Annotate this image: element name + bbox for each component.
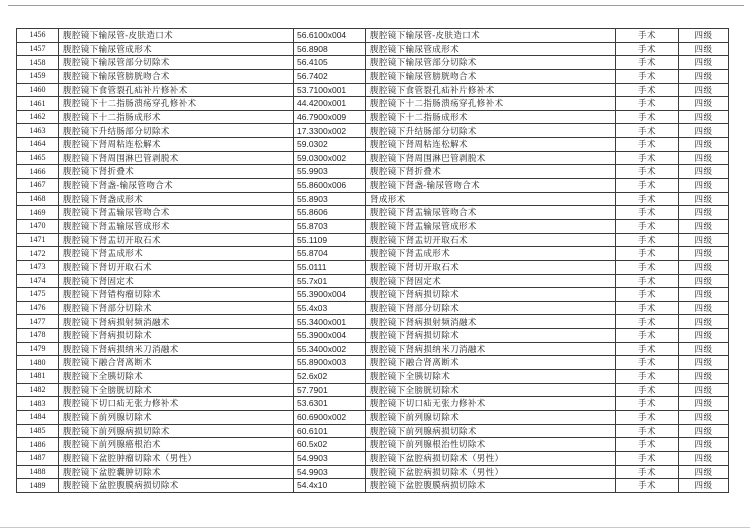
icd-code: 56.7402 bbox=[294, 69, 366, 83]
procedure-name: 腹腔镜下融合肾离断术 bbox=[59, 356, 294, 370]
level: 四级 bbox=[679, 274, 729, 288]
icd-code: 53.7100x001 bbox=[294, 83, 366, 97]
icd-code: 46.7900x009 bbox=[294, 110, 366, 124]
table-row bbox=[17, 329, 729, 343]
row-number: 1464 bbox=[17, 138, 59, 152]
procedure-name: 腹腔镜下全胰切除术 bbox=[59, 370, 294, 384]
icd-code: 55.8900x003 bbox=[294, 356, 366, 370]
procedure-name-2: 腹腔镜下肾盂成形术 bbox=[366, 247, 616, 261]
procedure-name-2: 腹腔镜下切口疝无张力修补术 bbox=[366, 397, 616, 411]
level: 四级 bbox=[679, 179, 729, 193]
category: 手术 bbox=[616, 206, 679, 220]
procedure-name: 腹腔镜下前列腺切除术 bbox=[59, 410, 294, 424]
procedure-name: 腹腔镜下肾盂成形术 bbox=[59, 247, 294, 261]
level: 四级 bbox=[679, 206, 729, 220]
procedure-name-2: 腹腔镜下输尿管-皮肤造口术 bbox=[366, 29, 616, 43]
procedure-name: 腹腔镜下肾盏-输尿管吻合术 bbox=[59, 179, 294, 193]
level: 四级 bbox=[679, 342, 729, 356]
icd-code: 55.8704 bbox=[294, 247, 366, 261]
category: 手术 bbox=[616, 465, 679, 479]
level: 四级 bbox=[679, 288, 729, 302]
icd-code: 56.4105 bbox=[294, 56, 366, 70]
procedure-name-2: 腹腔镜下融合肾离断术 bbox=[366, 356, 616, 370]
procedure-name-2: 腹腔镜下肾病损纳米刀消融术 bbox=[366, 342, 616, 356]
procedure-name: 腹腔镜下盆腔肿瘤切除术（男性） bbox=[59, 451, 294, 465]
row-number: 1489 bbox=[17, 479, 59, 493]
level: 四级 bbox=[679, 219, 729, 233]
procedure-name-2: 腹腔镜下肾周粘连松解术 bbox=[366, 138, 616, 152]
table-row bbox=[17, 138, 729, 152]
level: 四级 bbox=[679, 69, 729, 83]
level: 四级 bbox=[679, 29, 729, 43]
row-number: 1484 bbox=[17, 410, 59, 424]
category: 手术 bbox=[616, 438, 679, 452]
table-row bbox=[17, 274, 729, 288]
table-row bbox=[17, 397, 729, 411]
row-number: 1460 bbox=[17, 83, 59, 97]
procedure-name-2: 腹腔镜下全胰切除术 bbox=[366, 370, 616, 384]
procedure-name-2: 腹腔镜下盆腔腹膜病损切除术 bbox=[366, 479, 616, 493]
procedure-name: 腹腔镜下肾盏成形术 bbox=[59, 192, 294, 206]
category: 手术 bbox=[616, 138, 679, 152]
icd-code: 54.9903 bbox=[294, 451, 366, 465]
procedure-name-2: 腹腔镜下输尿管部分切除术 bbox=[366, 56, 616, 70]
table-row bbox=[17, 151, 729, 165]
row-number: 1472 bbox=[17, 247, 59, 261]
category: 手术 bbox=[616, 356, 679, 370]
procedure-name: 腹腔镜下肾周围淋巴管剥脱术 bbox=[59, 151, 294, 165]
level: 四级 bbox=[679, 329, 729, 343]
row-number: 1456 bbox=[17, 29, 59, 43]
icd-code: 57.7901 bbox=[294, 383, 366, 397]
table-row bbox=[17, 479, 729, 493]
procedure-name: 腹腔镜下肾部分切除术 bbox=[59, 301, 294, 315]
table-row bbox=[17, 383, 729, 397]
row-number: 1486 bbox=[17, 438, 59, 452]
procedure-name-2: 腹腔镜下肾部分切除术 bbox=[366, 301, 616, 315]
category: 手术 bbox=[616, 410, 679, 424]
level: 四级 bbox=[679, 124, 729, 138]
procedure-name: 腹腔镜下前列腺病损切除术 bbox=[59, 424, 294, 438]
table-row bbox=[17, 83, 729, 97]
procedure-name: 腹腔镜下十二指肠溃疡穿孔修补术 bbox=[59, 97, 294, 111]
procedure-name: 腹腔镜下肾盂输尿管吻合术 bbox=[59, 206, 294, 220]
procedure-name: 腹腔镜下盆腔腹膜病损切除术 bbox=[59, 479, 294, 493]
table-row bbox=[17, 97, 729, 111]
row-number: 1468 bbox=[17, 192, 59, 206]
row-number: 1467 bbox=[17, 179, 59, 193]
level: 四级 bbox=[679, 301, 729, 315]
category: 手术 bbox=[616, 424, 679, 438]
row-number: 1485 bbox=[17, 424, 59, 438]
procedure-name-2: 腹腔镜下前列腺根治性切除术 bbox=[366, 438, 616, 452]
level: 四级 bbox=[679, 56, 729, 70]
procedure-name: 腹腔镜下输尿管部分切除术 bbox=[59, 56, 294, 70]
table-row bbox=[17, 192, 729, 206]
category: 手术 bbox=[616, 179, 679, 193]
page-bottom-scan-line bbox=[0, 527, 750, 528]
row-number: 1470 bbox=[17, 219, 59, 233]
level: 四级 bbox=[679, 410, 729, 424]
procedure-name-2: 腹腔镜下肾盂输尿管吻合术 bbox=[366, 206, 616, 220]
level: 四级 bbox=[679, 479, 729, 493]
row-number: 1479 bbox=[17, 342, 59, 356]
category: 手术 bbox=[616, 260, 679, 274]
icd-code: 59.0300x002 bbox=[294, 151, 366, 165]
level: 四级 bbox=[679, 397, 729, 411]
table-row bbox=[17, 56, 729, 70]
icd-code: 44.4200x001 bbox=[294, 97, 366, 111]
icd-code: 55.8903 bbox=[294, 192, 366, 206]
row-number: 1477 bbox=[17, 315, 59, 329]
procedure-name-2: 腹腔镜下升结肠部分切除术 bbox=[366, 124, 616, 138]
table-row bbox=[17, 124, 729, 138]
row-number: 1461 bbox=[17, 97, 59, 111]
icd-code: 55.4x03 bbox=[294, 301, 366, 315]
icd-code: 55.1109 bbox=[294, 233, 366, 247]
procedure-name: 腹腔镜下切口疝无张力修补术 bbox=[59, 397, 294, 411]
row-number: 1459 bbox=[17, 69, 59, 83]
procedure-name-2: 腹腔镜下输尿管成形术 bbox=[366, 42, 616, 56]
procedure-name-2: 腹腔镜下肾固定术 bbox=[366, 274, 616, 288]
icd-code: 55.3400x001 bbox=[294, 315, 366, 329]
category: 手术 bbox=[616, 397, 679, 411]
category: 手术 bbox=[616, 192, 679, 206]
table-row bbox=[17, 69, 729, 83]
procedure-name-2: 腹腔镜下肾折叠术 bbox=[366, 165, 616, 179]
level: 四级 bbox=[679, 138, 729, 152]
procedure-name: 腹腔镜下食管裂孔疝补片修补术 bbox=[59, 83, 294, 97]
category: 手术 bbox=[616, 329, 679, 343]
table-row bbox=[17, 233, 729, 247]
table-row bbox=[17, 29, 729, 43]
row-number: 1465 bbox=[17, 151, 59, 165]
icd-code: 53.6301 bbox=[294, 397, 366, 411]
table-row bbox=[17, 219, 729, 233]
category: 手术 bbox=[616, 301, 679, 315]
category: 手术 bbox=[616, 479, 679, 493]
row-number: 1473 bbox=[17, 260, 59, 274]
level: 四级 bbox=[679, 165, 729, 179]
category: 手术 bbox=[616, 274, 679, 288]
table-row bbox=[17, 301, 729, 315]
category: 手术 bbox=[616, 56, 679, 70]
table-row bbox=[17, 260, 729, 274]
table-row bbox=[17, 206, 729, 220]
procedure-name: 腹腔镜下输尿管-皮肤造口术 bbox=[59, 29, 294, 43]
procedure-name-2: 腹腔镜下十二指肠溃疡穿孔修补术 bbox=[366, 97, 616, 111]
procedure-name: 腹腔镜下肾盂输尿管成形术 bbox=[59, 219, 294, 233]
level: 四级 bbox=[679, 383, 729, 397]
table-row bbox=[17, 438, 729, 452]
row-number: 1457 bbox=[17, 42, 59, 56]
table-row bbox=[17, 42, 729, 56]
procedure-name: 腹腔镜下前列腺癌根治术 bbox=[59, 438, 294, 452]
category: 手术 bbox=[616, 342, 679, 356]
table-row bbox=[17, 410, 729, 424]
table-row bbox=[17, 451, 729, 465]
procedure-name-2: 腹腔镜下肾切开取石术 bbox=[366, 260, 616, 274]
procedure-name-2: 腹腔镜下盆腔病损切除术（男性） bbox=[366, 465, 616, 479]
row-number: 1466 bbox=[17, 165, 59, 179]
icd-code: 55.0111 bbox=[294, 260, 366, 274]
level: 四级 bbox=[679, 356, 729, 370]
table-row bbox=[17, 315, 729, 329]
procedure-name: 腹腔镜下肾病损纳米刀消融术 bbox=[59, 342, 294, 356]
procedure-name: 腹腔镜下肾切开取石术 bbox=[59, 260, 294, 274]
row-number: 1482 bbox=[17, 383, 59, 397]
procedure-name-2: 腹腔镜下肾盂切开取石术 bbox=[366, 233, 616, 247]
table-row bbox=[17, 370, 729, 384]
level: 四级 bbox=[679, 83, 729, 97]
procedure-name-2: 腹腔镜下十二指肠成形术 bbox=[366, 110, 616, 124]
level: 四级 bbox=[679, 151, 729, 165]
row-number: 1480 bbox=[17, 356, 59, 370]
procedure-grade-table bbox=[16, 28, 729, 493]
row-number: 1488 bbox=[17, 465, 59, 479]
table-row bbox=[17, 247, 729, 261]
category: 手术 bbox=[616, 124, 679, 138]
category: 手术 bbox=[616, 288, 679, 302]
procedure-name-2: 腹腔镜下全膀胱切除术 bbox=[366, 383, 616, 397]
procedure-name: 腹腔镜下肾病损射频消融术 bbox=[59, 315, 294, 329]
level: 四级 bbox=[679, 233, 729, 247]
row-number: 1471 bbox=[17, 233, 59, 247]
procedure-name: 腹腔镜下输尿管成形术 bbox=[59, 42, 294, 56]
icd-code: 60.5x02 bbox=[294, 438, 366, 452]
icd-code: 55.8606 bbox=[294, 206, 366, 220]
category: 手术 bbox=[616, 315, 679, 329]
table-row bbox=[17, 179, 729, 193]
procedure-name-2: 腹腔镜下盆腔病损切除术（男性） bbox=[366, 451, 616, 465]
category: 手术 bbox=[616, 69, 679, 83]
icd-code: 55.3900x004 bbox=[294, 288, 366, 302]
level: 四级 bbox=[679, 260, 729, 274]
icd-code: 55.9903 bbox=[294, 165, 366, 179]
category: 手术 bbox=[616, 151, 679, 165]
level: 四级 bbox=[679, 110, 729, 124]
row-number: 1474 bbox=[17, 274, 59, 288]
table-row bbox=[17, 424, 729, 438]
table-row bbox=[17, 288, 729, 302]
row-number: 1476 bbox=[17, 301, 59, 315]
level: 四级 bbox=[679, 192, 729, 206]
procedure-name-2: 腹腔镜下肾周围淋巴管剥脱术 bbox=[366, 151, 616, 165]
level: 四级 bbox=[679, 97, 729, 111]
procedure-name: 腹腔镜下升结肠部分切除术 bbox=[59, 124, 294, 138]
row-number: 1462 bbox=[17, 110, 59, 124]
procedure-name-2: 腹腔镜下肾病损切除术 bbox=[366, 329, 616, 343]
icd-code: 55.8600x006 bbox=[294, 179, 366, 193]
category: 手术 bbox=[616, 42, 679, 56]
category: 手术 bbox=[616, 219, 679, 233]
category: 手术 bbox=[616, 370, 679, 384]
category: 手术 bbox=[616, 383, 679, 397]
category: 手术 bbox=[616, 233, 679, 247]
category: 手术 bbox=[616, 247, 679, 261]
procedure-name-2: 腹腔镜下肾病损切除术 bbox=[366, 288, 616, 302]
level: 四级 bbox=[679, 315, 729, 329]
level: 四级 bbox=[679, 451, 729, 465]
icd-code: 55.3900x004 bbox=[294, 329, 366, 343]
category: 手术 bbox=[616, 110, 679, 124]
row-number: 1463 bbox=[17, 124, 59, 138]
procedure-name-2: 腹腔镜下前列腺病损切除术 bbox=[366, 424, 616, 438]
level: 四级 bbox=[679, 438, 729, 452]
procedure-name: 腹腔镜下全膀胱切除术 bbox=[59, 383, 294, 397]
level: 四级 bbox=[679, 465, 729, 479]
table-row bbox=[17, 356, 729, 370]
row-number: 1483 bbox=[17, 397, 59, 411]
icd-code: 60.6101 bbox=[294, 424, 366, 438]
procedure-name: 腹腔镜下十二指肠成形术 bbox=[59, 110, 294, 124]
table-row bbox=[17, 465, 729, 479]
icd-code: 55.8703 bbox=[294, 219, 366, 233]
row-number: 1481 bbox=[17, 370, 59, 384]
procedure-name: 腹腔镜下肾固定术 bbox=[59, 274, 294, 288]
procedure-name: 腹腔镜下输尿管膀胱吻合术 bbox=[59, 69, 294, 83]
procedure-name-2: 腹腔镜下肾盂输尿管成形术 bbox=[366, 219, 616, 233]
level: 四级 bbox=[679, 424, 729, 438]
icd-code: 55.7x01 bbox=[294, 274, 366, 288]
icd-code: 55.3400x002 bbox=[294, 342, 366, 356]
icd-code: 17.3300x002 bbox=[294, 124, 366, 138]
icd-code: 56.8908 bbox=[294, 42, 366, 56]
icd-code: 52.6x02 bbox=[294, 370, 366, 384]
row-number: 1478 bbox=[17, 329, 59, 343]
procedure-name: 腹腔镜下盆腔囊肿切除术 bbox=[59, 465, 294, 479]
category: 手术 bbox=[616, 165, 679, 179]
category: 手术 bbox=[616, 97, 679, 111]
procedure-name-2: 腹腔镜下输尿管膀胱吻合术 bbox=[366, 69, 616, 83]
icd-code: 54.4x10 bbox=[294, 479, 366, 493]
table-row bbox=[17, 342, 729, 356]
row-number: 1487 bbox=[17, 451, 59, 465]
procedure-name-2: 腹腔镜下食管裂孔疝补片修补术 bbox=[366, 83, 616, 97]
procedure-name-2: 腹腔镜下肾病损射频消融术 bbox=[366, 315, 616, 329]
procedure-name: 腹腔镜下肾病损切除术 bbox=[59, 329, 294, 343]
procedure-name-2: 腹腔镜下前列腺切除术 bbox=[366, 410, 616, 424]
row-number: 1475 bbox=[17, 288, 59, 302]
page-top-scan-line bbox=[8, 5, 744, 6]
icd-code: 59.0302 bbox=[294, 138, 366, 152]
row-number: 1469 bbox=[17, 206, 59, 220]
level: 四级 bbox=[679, 370, 729, 384]
level: 四级 bbox=[679, 247, 729, 261]
procedure-name-2: 腹腔镜下肾盏-输尿管吻合术 bbox=[366, 179, 616, 193]
procedure-name: 腹腔镜下肾盂切开取石术 bbox=[59, 233, 294, 247]
procedure-name-2: 肾成形术 bbox=[366, 192, 616, 206]
table-row bbox=[17, 165, 729, 179]
icd-code: 60.6900x002 bbox=[294, 410, 366, 424]
procedure-name: 腹腔镜下肾错构瘤切除术 bbox=[59, 288, 294, 302]
level: 四级 bbox=[679, 42, 729, 56]
category: 手术 bbox=[616, 29, 679, 43]
icd-code: 54.9903 bbox=[294, 465, 366, 479]
row-number: 1458 bbox=[17, 56, 59, 70]
category: 手术 bbox=[616, 451, 679, 465]
procedure-name: 腹腔镜下肾折叠术 bbox=[59, 165, 294, 179]
procedure-name: 腹腔镜下肾周粘连松解术 bbox=[59, 138, 294, 152]
category: 手术 bbox=[616, 83, 679, 97]
table-row bbox=[17, 110, 729, 124]
icd-code: 56.6100x004 bbox=[294, 29, 366, 43]
